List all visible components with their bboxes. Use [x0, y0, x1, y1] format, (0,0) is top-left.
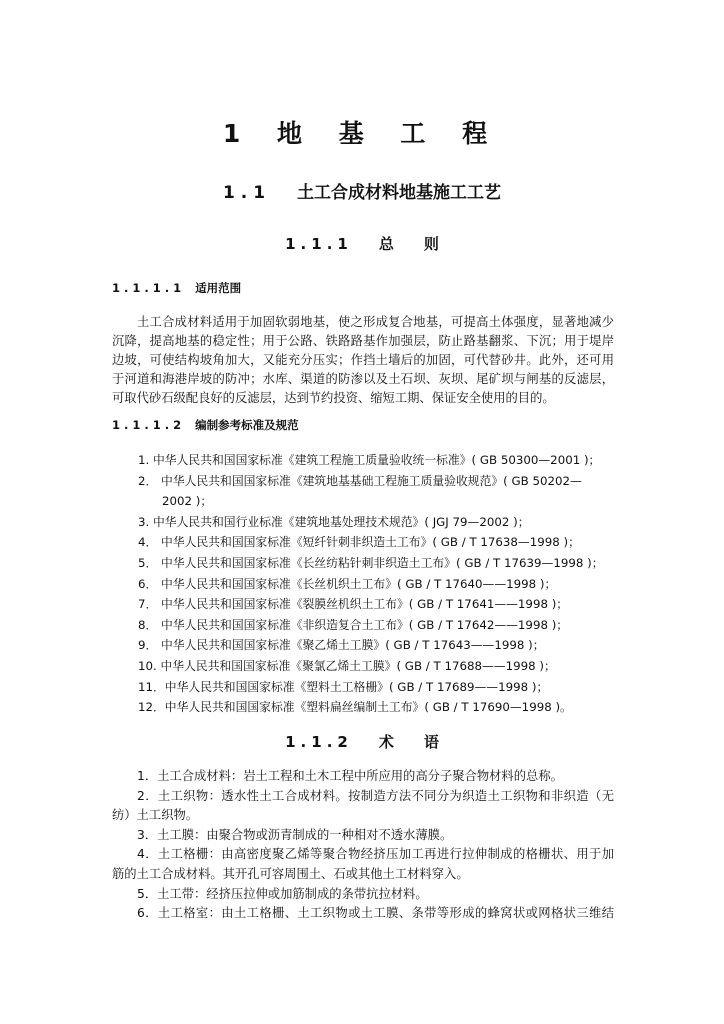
list-item: 8． 中华人民共和国国家标准《非织造复合土工布》( GB / T 17642——1998 )； [138, 617, 569, 632]
scope-heading-number: 1.1.1.1 [112, 281, 186, 295]
section-heading [0, 178, 724, 203]
list-item: 5． 中华人民共和国国家标准《长丝纺粘针刺非织造土工布》( GB / T 17639—1998 )； [138, 555, 604, 570]
scope-heading [112, 280, 241, 296]
list-item: 11．中华人民共和国国家标准《塑料土工格栅》( GB / T 17689——1998 )； [138, 679, 549, 694]
text-line: 沉降，提高地基的稳定性；用于公路、铁路路基作加强层，防止路基翻浆、下沉；用于堤岸 [112, 334, 614, 348]
term-line: 4．土工格栅：由高密度聚乙烯等聚合物经挤压加工再进行拉伸制成的格栅状、用于加 [137, 847, 614, 862]
list-item-continuation: 2002 )； [162, 494, 213, 509]
term-line: 6．土工格室：由土工格栅、土工织物或土工膜、条带等形成的蜂窝状或网格状三维结 [137, 906, 614, 921]
subsection-general-heading [0, 233, 724, 254]
section-number: 1.1 [222, 183, 272, 203]
list-item: 1. 中华人民共和国国家标准《建筑工程施工质量验收统一标准》( GB 50300—2001 )； [138, 453, 601, 467]
section-title: 土工合成材料地基施工工艺 [297, 183, 502, 203]
scope-heading-title: 适用范围 [195, 281, 242, 295]
subsection-number: 1.1.2 [285, 733, 353, 751]
scope-paragraph [112, 313, 614, 408]
list-item: 7． 中华人民共和国国家标准《裂膜丝机织土工布》( GB / T 17641——1998 )； [138, 597, 569, 612]
subsection-title: 术 语 [378, 733, 439, 751]
text-line: 边坡，可使结构坡角加大，又能充分压实；作挡土墙后的加固，可代替砂井。此外，还可用 [112, 353, 614, 367]
list-item: 2． 中华人民共和国国家标准《建筑地基基础工程施工质量验收规范》( GB 50202— [138, 473, 582, 488]
term-line: 5．土工带：经挤压拉伸或加筋制成的条带抗拉材料。 [137, 886, 428, 901]
references-heading [112, 417, 299, 433]
list-item: 10. 中华人民共和国国家标准《聚氯乙烯土工膜》( GB / T 17688——1998 )； [138, 658, 556, 673]
subsection-title: 总 则 [378, 235, 439, 253]
terms-list [112, 767, 614, 924]
list-item: 4． 中华人民共和国国家标准《短纤针刺非织造土工布》( GB / T 17638—1998 )； [138, 535, 580, 550]
term-line: 3．土工膜：由聚合物或沥青制成的一种相对不透水薄膜。 [137, 827, 453, 842]
references-heading-title: 编制参考标准及规范 [195, 418, 299, 432]
chapter-title: 1 地 基 工 程 [222, 119, 502, 148]
references-list [112, 450, 614, 718]
list-item: 12．中华人民共和国国家标准《塑料扁丝编制土工布》( GB / T 17690—1998 )。 [138, 700, 572, 715]
text-line: 土工合成材料适用于加固软弱地基，使之形成复合地基，可提高土体强度，显著地减少 [137, 315, 614, 329]
list-item: 3. 中华人民共和国行业标准《建筑地基处理技术规范》( JGJ 79—2002 )； [138, 514, 530, 529]
subsection-terms-heading [0, 731, 724, 752]
term-line: 纺）土工织物。 [112, 808, 199, 823]
term-line: 2．土工织物：透水性土工合成材料。按制造方法不同分为织造土工织物和非织造（无 [137, 788, 614, 803]
term-line: 1．土工合成材料：岩土工程和土木工程中所应用的高分子聚合物材料的总称。 [137, 769, 563, 783]
text-line: 可取代砂石级配良好的反滤层，达到节约投资、缩短工期、保证安全使用的目的。 [112, 391, 555, 405]
references-heading-number: 1.1.1.2 [112, 418, 186, 432]
text-line: 于河道和海港岸坡的防冲；水库、渠道的防渗以及土石坝、灰坝、尾矿坝与闸基的反滤层， [112, 372, 614, 386]
list-item: 9． 中华人民共和国国家标准《聚乙烯土工膜》( GB / T 17643——1998 )； [138, 638, 545, 653]
subsection-number: 1.1.1 [285, 235, 353, 253]
list-item: 6． 中华人民共和国国家标准《长丝机织土工布》( GB / T 17640——1998 )； [138, 576, 557, 591]
term-line: 筋的土工合成材料。其开孔可容周围土、石或其他土工材料穿入。 [112, 866, 469, 881]
